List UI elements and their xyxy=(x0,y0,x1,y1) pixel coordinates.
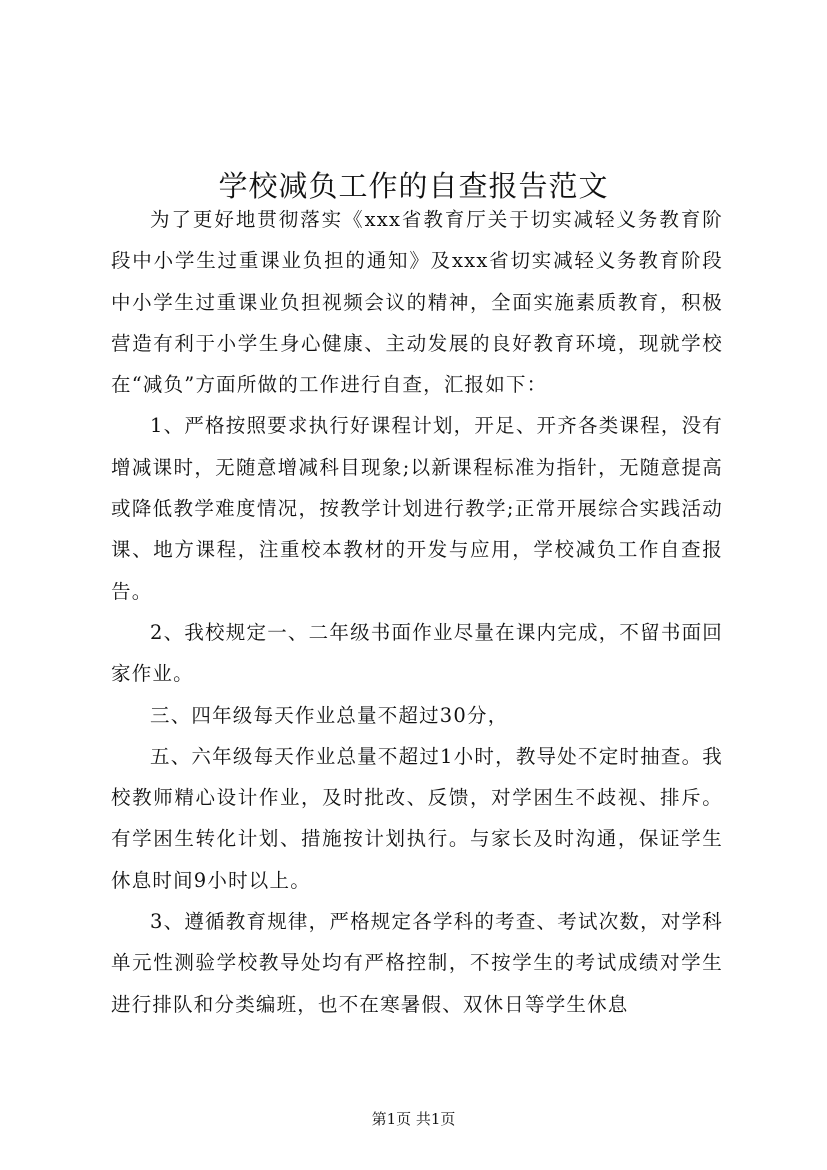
paragraph-item-1: 1、严格按照要求执行好课程计划，开足、开齐各类课程，没有增减课时，无随意增减科目现象;以新课程标准为指针，无随意提高或降低教学难度情况，按教学计划进行教学;正常开展综合实践活动课、地方课程，注重校本教材的开发与应用，学校减负工作自查报告。 xyxy=(111,414,723,603)
paragraph-intro: 为了更好地贯彻落实《xxx省教育厅关于切实减轻义务教育阶段中小学生过重课业负担的通知》及xxx省切实减轻义务教育阶段中小学生过重课业负担视频会议的精神，全面实施素质教育，积极营造有利于小学生身心健康、主动发展的良好教育环境，现就学校在“减负”方面所做的工作进行自查，汇报如下： xyxy=(111,208,723,397)
paragraph-item-3: 3、遵循教育规律，严格规定各学科的考查、考试次数，对学科单元性测验学校教导处均有严格控制，不按学生的考试成绩对学生进行排队和分类编班，也不在寒暑假、双休日等学生休息 xyxy=(111,910,723,1016)
page-title: 学校减负工作的自查报告范文 xyxy=(218,169,609,204)
page-footer: 第1页 共1页 xyxy=(371,1110,456,1128)
paragraph-grade-3-4: 三、四年级每天作业总量不超过30分， xyxy=(150,703,509,727)
paragraph-grade-5-6: 五、六年级每天作业总量不超过1小时，教导处不定时抽查。我校教师精心设计作业，及时批改、反馈，对学困生不歧视、排斥。有学困生转化计划、措施按计划执行。与家长及时沟通，保证学生休息时间9小时以上。 xyxy=(111,744,723,892)
document-body xyxy=(111,199,723,1025)
paragraph-item-2: 2、我校规定一、二年级书面作业尽量在课内完成，不留书面回家作业。 xyxy=(111,620,723,686)
